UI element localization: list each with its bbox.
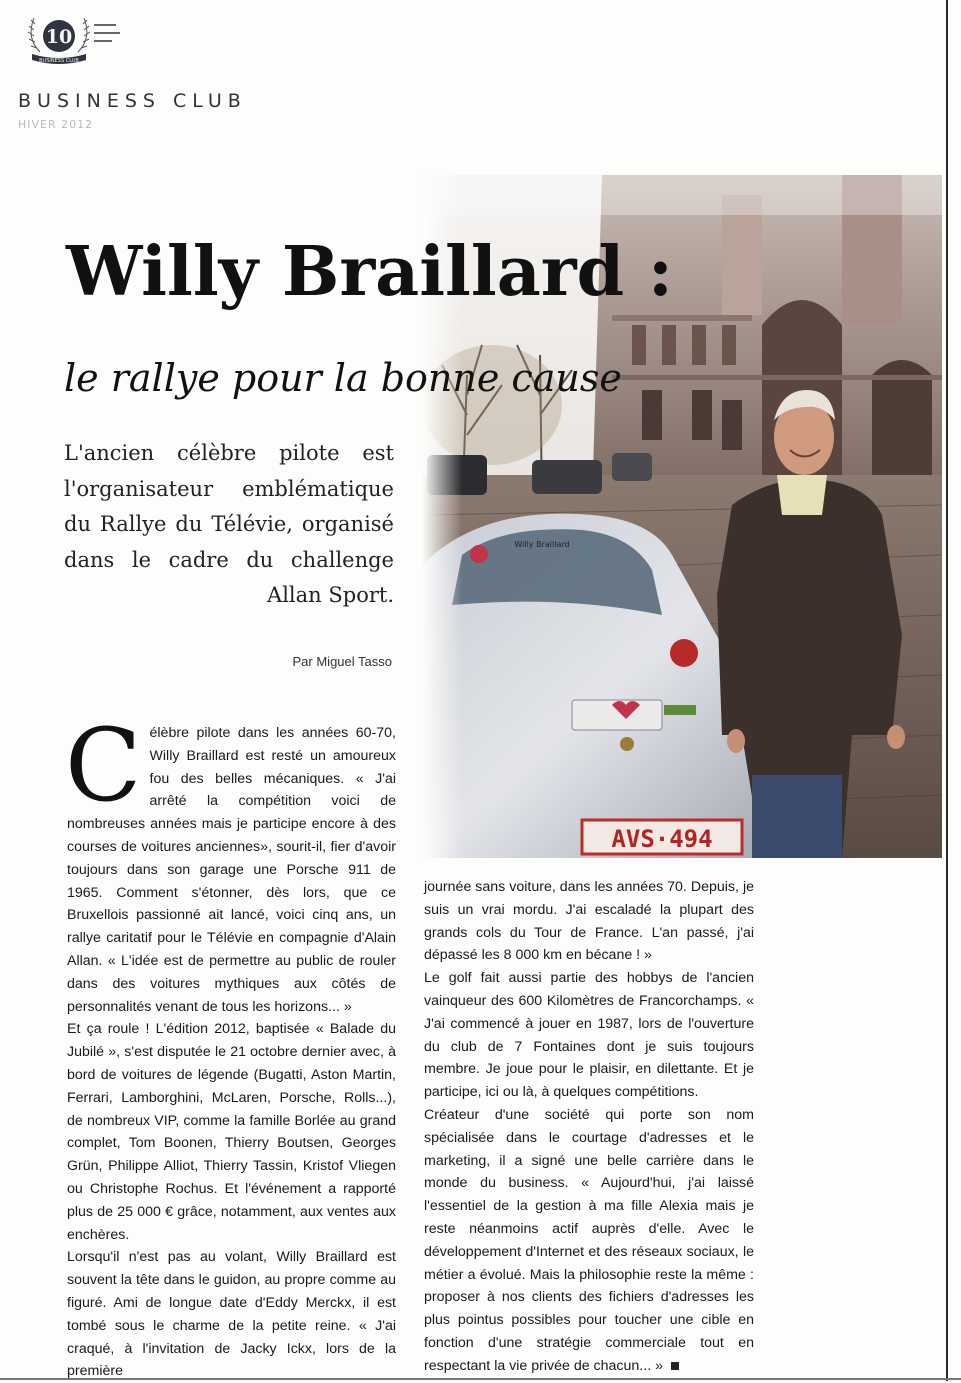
logo-number: 10 [45, 26, 73, 48]
article-title: Willy Braillard : [66, 232, 673, 312]
windshield-label: Willy Braillard [514, 540, 570, 549]
license-plate: AVS·494 [611, 825, 713, 853]
body-column-right [424, 876, 754, 1378]
paragraph [65, 707, 396, 1018]
paragraph: journée sans voiture, dans les années 70. Depuis, je suis un vrai mordu. J'ai escaladé la plupart des grands cols du Tour de France. L'an passé, j'ai dépassé les 8 000 km en bécane ! » [424, 879, 754, 964]
paragraph-text: Créateur d'une société qui porte son nom spécialisée dans le courtage d'adresses et le marketing, il a signé une belle carrière dans le monde du business. « Aujourd'hui, j'ai laissé l'essentiel de la gestion à ma fille Alexia mais je reste néanmoins actif auprès d'elle. Avec le développement d'Internet et des réseaux sociaux, le métier a évolué. Mais la philosophie reste la même : proposer à nos clients des fichiers d'adresses les plus pointus possibles pour toucher une cible en fonction d'une stratégie commerciale tout en respectant la vie privée de chacun... » [424, 1106, 754, 1374]
article-subtitle: le rallye pour la bonne cause [64, 356, 622, 400]
paragraph-text: élèbre pilote dans les années 60-70, Willy Braillard est resté un amoureux fou des belles mécaniques. « J'ai arrêté la compétition voici de nombreuses années mais je participe encore à des courses de voitures anciennes», sourit-il, fier d'avoir toujours dans son garage une Porsche 911 de 1965. Comment s'étonner, dès lors, que ce Bruxellois passionné ait lancé, voici cinq ans, un rallye caritatif pour le Télévie en compagnie d'Alain Allan. « L'idée est de permettre au public de rouler dans des voitures mythiques aux côtés de personnalités venant de tous les horizons... » [67, 725, 396, 1015]
page-edge-right [946, 0, 948, 1381]
issue-label: HIVER 2012 [18, 118, 94, 131]
logo-caption: BUSINESS CLUB [39, 58, 79, 64]
paragraph: Le golf fait aussi partie des hobbys de l'ancien vainqueur des 600 Kilomètres de Francorchamps. « J'ai commencé à jouer en 1987, lors de l'ouverture du club de 7 Fontaines dont je suis toujours membre. Je joue pour le plaisir, en dilettante. Et je participe, ici ou là, à quelques compétitions. [424, 970, 754, 1101]
byline: Par Miguel Tasso [292, 654, 392, 669]
end-of-article-mark [671, 1362, 679, 1370]
paragraph: Lorsqu'il n'est pas au volant, Willy Braillard est souvent la tête dans le guidon, au propre comme au figuré. Ami de longue date d'Eddy Merckx, il est tombé sous le charme de la petite reine. « J'ai craqué, à l'invitation de Jacky Ickx, lors de la première [67, 1249, 396, 1380]
article-lead: L'ancien célèbre pilote est l'organisateur emblématique du Rallye du Télévie, organisé dans le cadre du challenge Allan Sport. [64, 441, 394, 607]
anniversary-logo [10, 8, 130, 84]
paragraph [424, 1104, 754, 1378]
body-column-left [65, 707, 396, 1383]
paragraph: Et ça roule ! L'édition 2012, baptisée « Balade du Jubilé », s'est disputée le 21 octobre dernier avec, à bord de voitures de légende (Bugatti, Aston Martin, Ferrari, Lamborghini, McLaren, Porsche, Rolls...), de nombreux VIP, comme la famille Borlée au grand complet, Tom Boonen, Thierry Boutsen, Georges Grün, Philippe Alliot, Thierry Tassin, Kristof Vliegen ou Christophe Rochus. Et l'événement a rapporté plus de 25 000 € grâce, notamment, aux ventes aux enchères. [67, 1021, 396, 1243]
drop-cap: C [65, 707, 142, 824]
section-title: BUSINESS CLUB [18, 90, 247, 112]
